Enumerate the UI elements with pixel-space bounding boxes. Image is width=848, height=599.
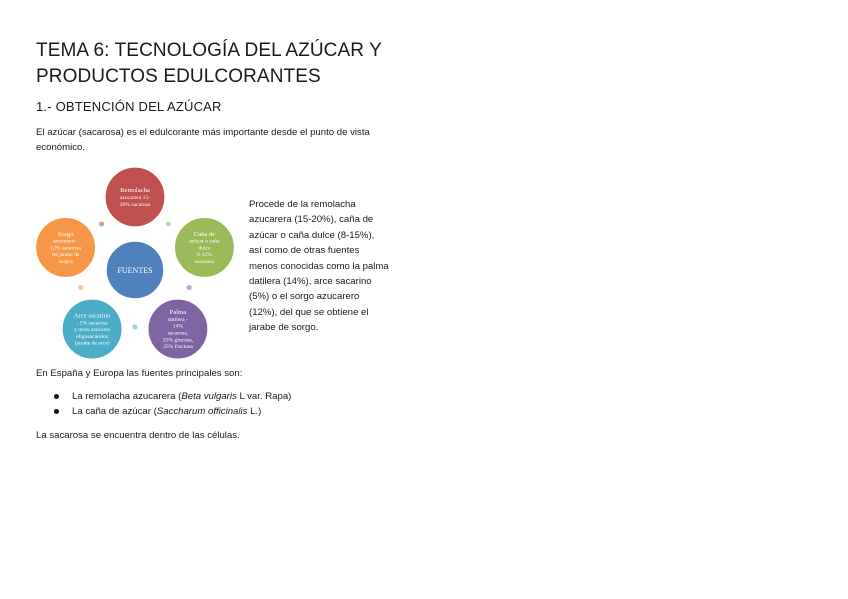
sources-diagram-svg bbox=[30, 163, 250, 363]
closing-paragraph: La sacarosa se encuentra dentro de las células. bbox=[36, 430, 240, 441]
title-line-2: PRODUCTOS EDULCORANTES bbox=[36, 66, 321, 87]
list-item-italic: Saccharum officinalis bbox=[156, 406, 248, 417]
sources-intro: En España y Europa las fuentes principales son: bbox=[36, 368, 243, 379]
source-node-label: azucarero - bbox=[53, 238, 79, 245]
source-node-label: (el jarabe de bbox=[51, 252, 80, 259]
source-node-label: 25% fructosa bbox=[163, 344, 193, 351]
section-heading: 1.- OBTENCIÓN DEL AZÚCAR bbox=[36, 99, 222, 114]
source-node-label: Remolacha bbox=[120, 187, 150, 195]
list-item-italic: Beta vulgaris bbox=[181, 391, 237, 402]
source-node-label: y otros azúcares bbox=[74, 327, 111, 334]
source-node-label: 12% sacarosa bbox=[50, 245, 81, 252]
source-node-label: sacarosa bbox=[194, 259, 214, 266]
bullet-icon bbox=[54, 409, 59, 414]
intro-paragraph: El azúcar (sacarosa) es el edulcorante más importante desde el punto de vista económico. bbox=[36, 127, 370, 153]
sources-description: Procede de la remolacha azucarera (15-20%), caña de azúcar o caña dulce (8-15%), así como de otras fuentes menos conocidas como la palma datilera (14%), arce sacarino (5%) o el sorgo azucarero (12%), del que se obtiene el jarabe de sorgo. bbox=[249, 199, 389, 334]
source-node-label: dulce bbox=[198, 245, 211, 252]
cycle-arrow bbox=[99, 221, 104, 226]
source-node bbox=[148, 299, 208, 359]
source-node bbox=[36, 217, 96, 277]
source-node-label: 8-15% bbox=[196, 252, 212, 259]
sources-list bbox=[54, 389, 291, 419]
source-node bbox=[174, 217, 234, 277]
cycle-arrow bbox=[187, 285, 192, 290]
source-node-label: 25% glucosa, bbox=[162, 337, 193, 344]
list-item-prefix: La caña de azúcar ( bbox=[72, 406, 157, 417]
document-title bbox=[36, 38, 382, 90]
sources-diagram bbox=[30, 163, 250, 363]
source-node-label: sacarosa, bbox=[167, 330, 189, 337]
source-node-label: sorgo) bbox=[58, 259, 73, 266]
source-node bbox=[105, 167, 165, 227]
source-node-label: 20% sacarosa bbox=[119, 201, 151, 208]
cycle-arrow bbox=[132, 324, 137, 329]
source-node bbox=[62, 299, 122, 359]
source-node-label: azúcar o caña bbox=[189, 238, 220, 245]
bullet-icon bbox=[54, 394, 59, 399]
list-item-suffix: L var. Rapa) bbox=[236, 391, 292, 402]
cycle-arrow bbox=[166, 221, 171, 226]
source-node-label: azucarera 15- bbox=[119, 195, 151, 201]
source-node-label: datilera - bbox=[167, 316, 188, 323]
source-node-label: 14% bbox=[172, 323, 184, 330]
source-node-label: Arce sacarino bbox=[73, 312, 111, 320]
list-item-prefix: La remolacha azucarera ( bbox=[72, 391, 182, 402]
list-item-suffix: L.) bbox=[247, 406, 262, 417]
source-node-label: Palma bbox=[169, 309, 187, 317]
title-line-1: TEMA 6: TECNOLOGÍA DEL AZÚCAR Y bbox=[36, 40, 382, 61]
source-node-label: oligosacáridos bbox=[75, 333, 109, 340]
list-item bbox=[54, 389, 291, 404]
source-node-label: (jarabe de arce) bbox=[74, 340, 110, 347]
center-node-label: FUENTES bbox=[117, 266, 153, 275]
list-item bbox=[54, 404, 291, 419]
source-node-label: - 5% sacarosa bbox=[76, 320, 108, 327]
source-node-label: Sorgo bbox=[57, 230, 74, 238]
cycle-arrow bbox=[78, 285, 83, 290]
source-node-label: Caña de bbox=[193, 230, 216, 238]
